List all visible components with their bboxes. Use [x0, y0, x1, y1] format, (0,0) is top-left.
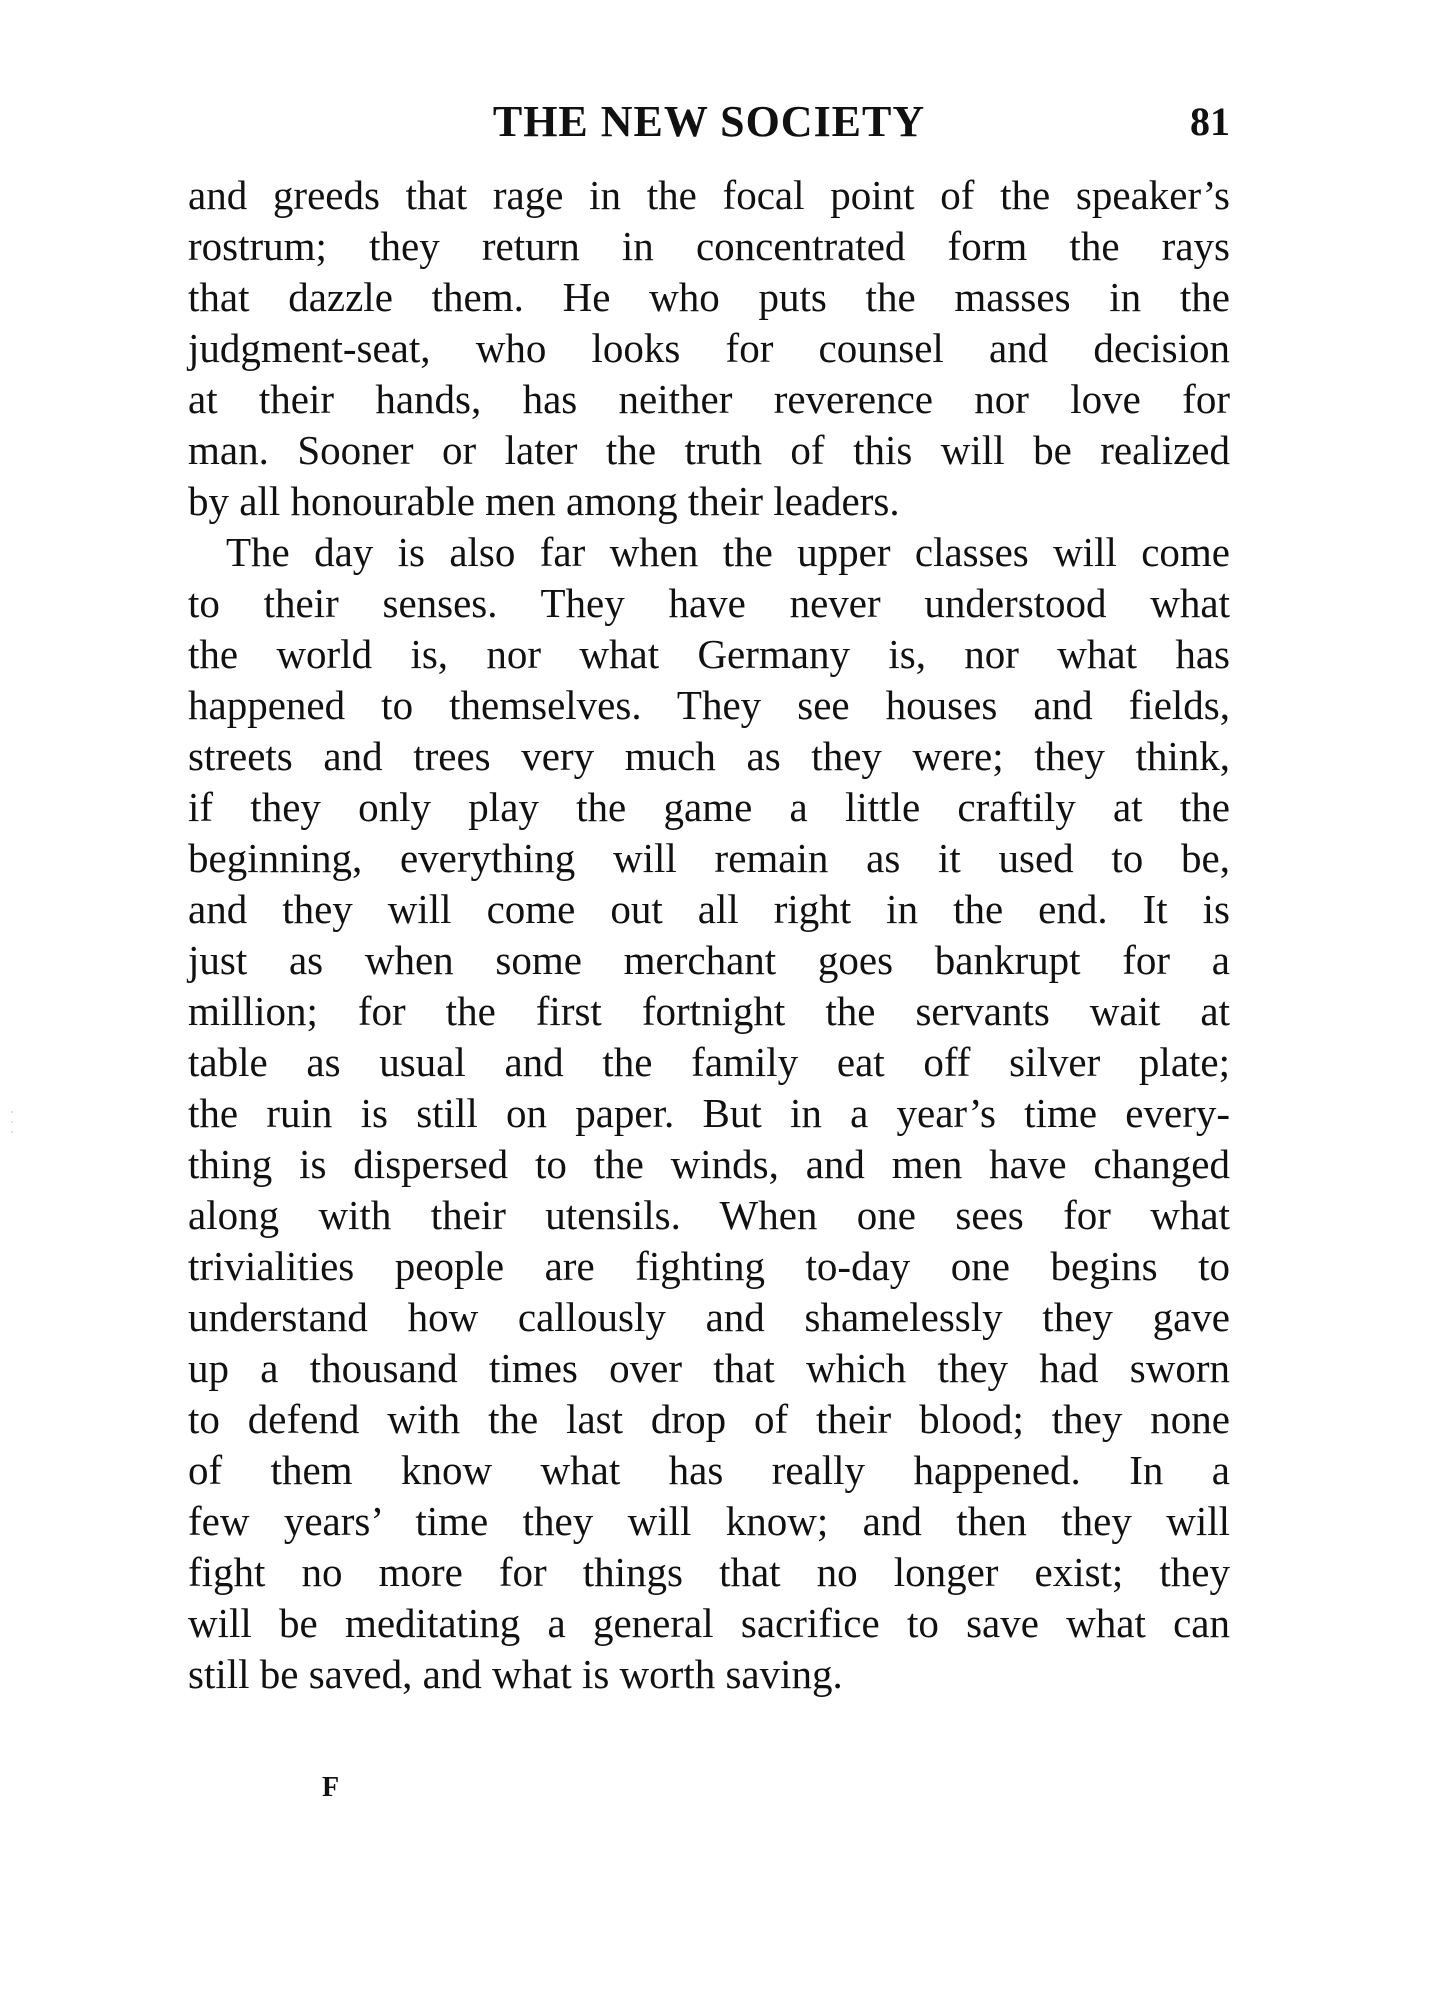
text-line: up a thousand times over that which they had sworn [188, 1345, 1230, 1391]
body-text [188, 170, 1230, 1700]
text-line: to their senses. They have never understood what [188, 580, 1230, 626]
text-line: The day is also far when the upper classes will come [226, 529, 1230, 575]
text-line: at their hands, has neither reverence nor love for [188, 376, 1230, 422]
text-line: rostrum; they return in concentrated form the rays [188, 223, 1230, 269]
text-line: few years’ time they will know; and then they will [188, 1498, 1230, 1544]
text-line: the world is, nor what Germany is, nor what has [188, 631, 1230, 677]
text-line: by all honourable men among their leaders. [188, 478, 900, 524]
text-line: streets and trees very much as they were; they think, [188, 733, 1230, 779]
text-line: understand how callously and shamelessly they gave [188, 1294, 1230, 1340]
paragraph-2 [188, 527, 1230, 1700]
text-line: to defend with the last drop of their blood; they none [188, 1396, 1230, 1442]
text-line: will be meditating a general sacrifice to save what can [188, 1600, 1230, 1646]
text-line: the ruin is still on paper. But in a year’s time every- [188, 1090, 1230, 1136]
text-line: happened to themselves. They see houses and fields, [188, 682, 1230, 728]
text-line: that dazzle them. He who puts the masses in the [188, 274, 1230, 320]
margin-specks [10, 1108, 14, 1138]
text-line: table as usual and the family eat off silver plate; [188, 1039, 1230, 1085]
text-line: and they will come out all right in the end. It is [188, 886, 1230, 932]
signature-mark: F [322, 1772, 340, 1803]
running-head [188, 92, 1230, 152]
text-line: along with their utensils. When one sees for what [188, 1192, 1230, 1238]
text-line: trivialities people are fighting to-day one begins to [188, 1243, 1230, 1289]
running-title: THE NEW SOCIETY [492, 97, 926, 146]
text-line: if they only play the game a little craftily at the [188, 784, 1230, 830]
text-line: just as when some merchant goes bankrupt for a [188, 937, 1230, 983]
text-line: thing is dispersed to the winds, and men have changed [188, 1141, 1230, 1187]
text-line: million; for the first fortnight the servants wait at [188, 988, 1230, 1034]
text-line: fight no more for things that no longer exist; they [188, 1549, 1230, 1595]
text-line: man. Sooner or later the truth of this will be realized [188, 427, 1230, 473]
text-line: judgment-seat, who looks for counsel and decision [188, 325, 1230, 371]
page-number: 81 [1190, 99, 1230, 144]
text-line: beginning, everything will remain as it used to be, [188, 835, 1230, 881]
text-line: still be saved, and what is worth saving. [188, 1651, 843, 1697]
text-line: and greeds that rage in the focal point of the speaker’s [188, 172, 1230, 218]
text-line: of them know what has really happened. In a [188, 1447, 1230, 1493]
paragraph-1 [188, 170, 1230, 527]
